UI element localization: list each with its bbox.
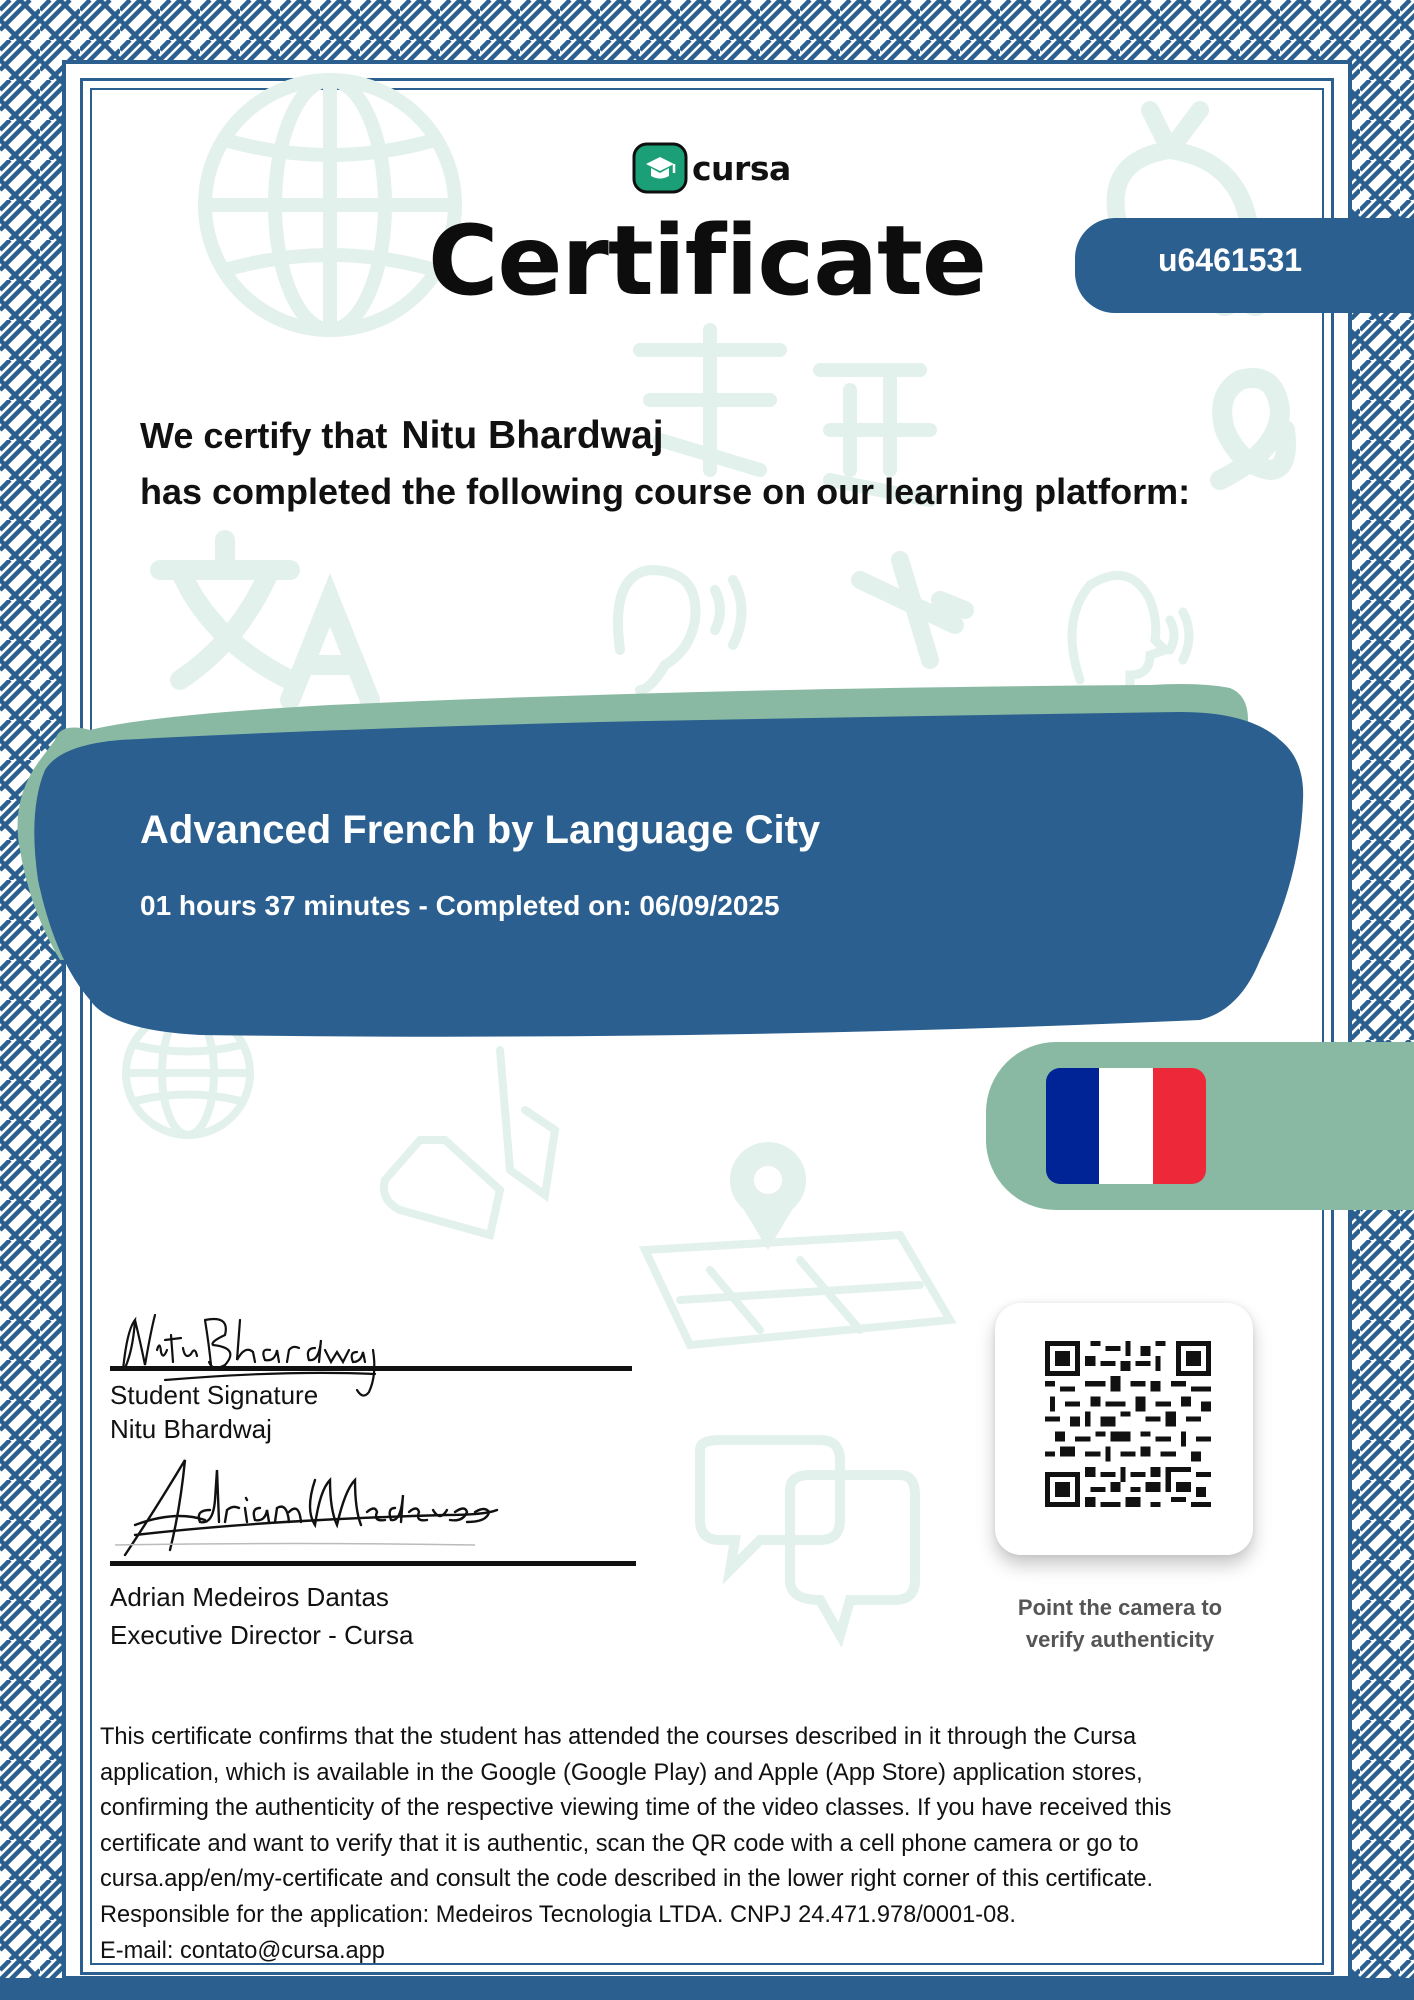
brand-name: cursa	[692, 148, 791, 188]
disclaimer	[100, 1720, 1318, 1969]
certificate-code: u6461531	[1157, 242, 1303, 278]
qr-caption-line-2: verify authenticity	[1025, 1627, 1215, 1652]
certify-prefix: We certify that	[140, 415, 388, 456]
certificate-title: Certificate	[427, 205, 987, 317]
disclaimer-line: Responsible for the application: Medeiros Tecnologia LTDA. CNPJ 24.471.978/0001-08.	[100, 1901, 1016, 1928]
qr-card	[995, 1303, 1253, 1555]
director-name: Adrian Medeiros Dantas	[110, 1582, 389, 1612]
course-meta: 01 hours 37 minutes - Completed on: 06/09/2025	[140, 890, 780, 921]
director-title: Executive Director - Cursa	[110, 1620, 414, 1650]
disclaimer-line: confirming the authenticity of the respective viewing time of the video classes. If you have received this	[100, 1795, 1172, 1822]
director-signature	[115, 1450, 500, 1565]
student-signature-name: Nitu Bhardwaj	[110, 1414, 272, 1444]
director-signature-line	[110, 1561, 636, 1566]
flag-stripe-white	[1099, 1068, 1152, 1184]
student-signature-line	[110, 1366, 632, 1371]
disclaimer-line: cursa.app/en/my-certificate and consult the code described in the lower right corner of this certificate.	[100, 1866, 1154, 1893]
certify-suffix: has completed the following course on our learning platform:	[140, 471, 1191, 512]
course-name: Advanced French by Language City	[140, 808, 821, 852]
student-name: Nitu Bhardwaj	[401, 414, 664, 457]
disclaimer-line: certificate and want to verify that it is authentic, scan the QR code with a cell phone camera or go to	[100, 1830, 1139, 1857]
qr-caption-line-1: Point the camera to	[1017, 1595, 1223, 1620]
student-signature-label: Student Signature	[110, 1380, 319, 1410]
qr-code-icon[interactable]	[1045, 1341, 1211, 1507]
disclaimer-email: E-mail: contato@cursa.app	[100, 1937, 385, 1964]
flag-stripe-blue	[1046, 1068, 1099, 1184]
disclaimer-line: application, which is available in the Google (Google Play) and Apple (App Store) application stores,	[100, 1759, 1143, 1786]
qr-caption	[960, 1592, 1280, 1656]
disclaimer-line: This certificate confirms that the student has attended the courses described in it through the Cursa	[100, 1724, 1137, 1750]
flag-stripe-red	[1153, 1068, 1206, 1184]
flag-france-icon	[1046, 1068, 1206, 1184]
